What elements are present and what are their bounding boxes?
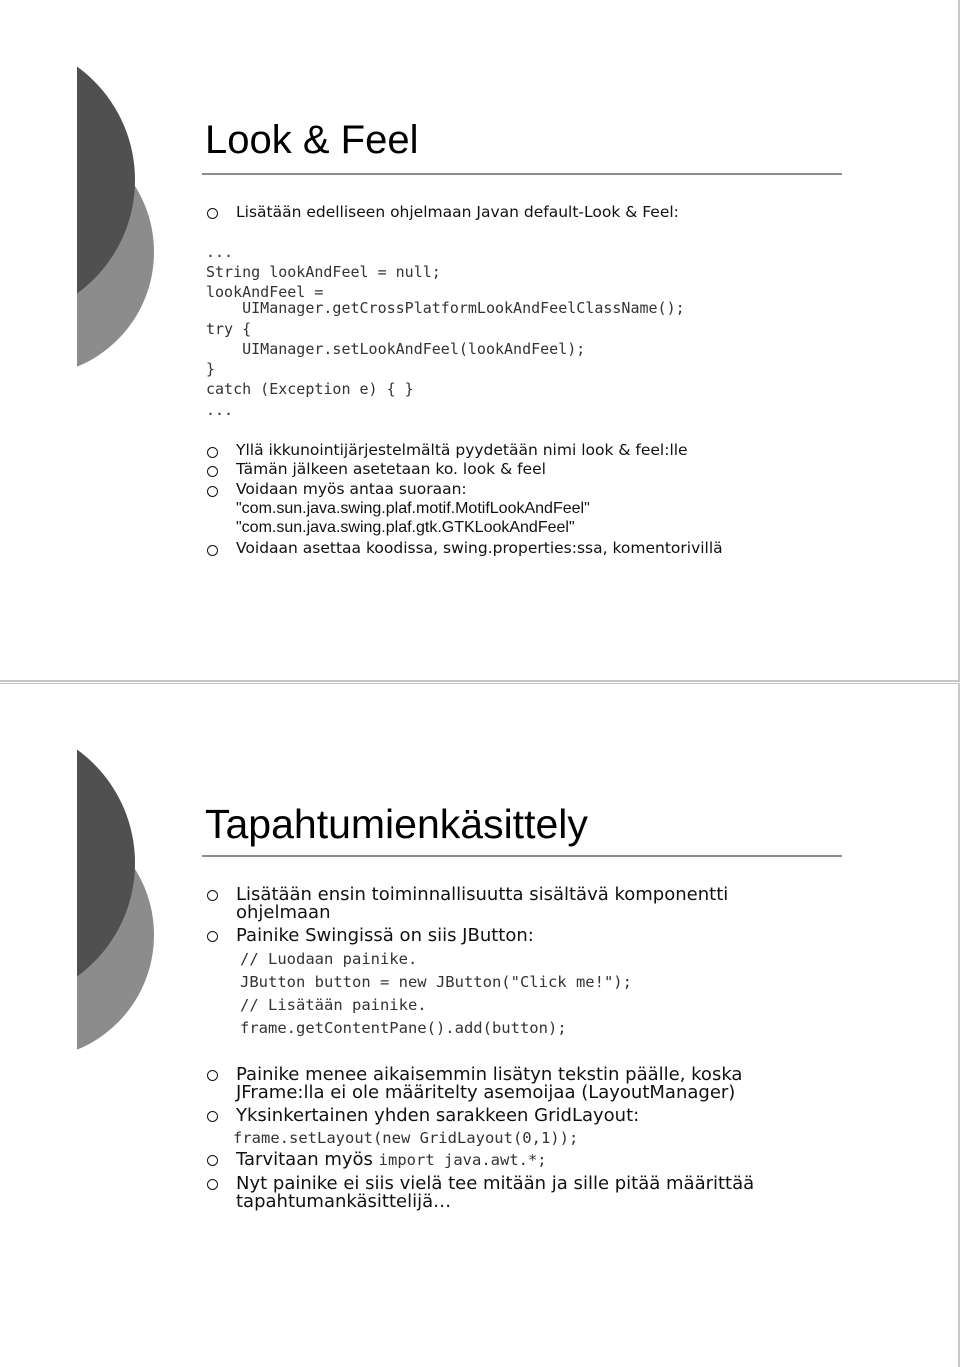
inline-code: import java.awt.*; bbox=[378, 1151, 547, 1169]
bullet-icon bbox=[207, 466, 218, 477]
bullet-icon bbox=[207, 447, 218, 458]
slide-border bbox=[0, 680, 960, 682]
bullet-text: ohjelmaan bbox=[236, 902, 331, 923]
bullet-text: Voidaan myös antaa suoraan: bbox=[236, 480, 467, 498]
bullet-text: Yllä ikkunointijärjestelmältä pyydetään nimi look & feel:lle bbox=[236, 441, 688, 459]
code-line: } bbox=[206, 360, 216, 378]
bullet-text: Tämän jälkeen asetetaan ko. look & feel bbox=[236, 460, 546, 478]
code-line: String lookAndFeel = null; bbox=[206, 263, 441, 281]
slide-look-and-feel bbox=[0, 0, 960, 682]
title-underline bbox=[202, 173, 842, 175]
slide-title: Look & Feel bbox=[205, 118, 419, 162]
bullet-text: Nyt painike ei siis vielä tee mitään ja sille pitää määrittää bbox=[236, 1173, 755, 1194]
bullet-icon bbox=[207, 1179, 218, 1190]
code-line: try { bbox=[206, 320, 252, 338]
bullet-text: Painike Swingissä on siis JButton: bbox=[236, 925, 534, 946]
decorative-circles bbox=[0, 683, 170, 1103]
bullet-text: JFrame:lla ei ole määritelty asemoijaa (LayoutManager) bbox=[236, 1082, 736, 1103]
bullet-text bbox=[236, 1149, 547, 1170]
bullet-icon bbox=[207, 1111, 218, 1122]
bullet-text: Yksinkertainen yhden sarakkeen GridLayout: bbox=[236, 1105, 640, 1126]
bullet-icon bbox=[207, 1155, 218, 1166]
bullet-icon bbox=[207, 1070, 218, 1081]
code-line: JButton button = new JButton("Click me!"); bbox=[240, 973, 632, 991]
code-line: ... bbox=[206, 243, 234, 261]
class-name: "com.sun.java.swing.plaf.motif.MotifLookAndFeel" bbox=[236, 500, 590, 517]
slide-event-handling bbox=[0, 683, 960, 1367]
bullet-text: Painike menee aikaisemmin lisätyn tekstin päälle, koska bbox=[236, 1064, 743, 1085]
title-underline bbox=[202, 855, 842, 857]
bullet-icon bbox=[207, 545, 218, 556]
code-line: ... bbox=[206, 401, 234, 419]
bullet-text-part: Tarvitaan myös bbox=[236, 1149, 373, 1170]
code-line: // Lisätään painike. bbox=[240, 996, 427, 1014]
code-line: UIManager.setLookAndFeel(lookAndFeel); bbox=[206, 340, 586, 358]
decorative-circles bbox=[0, 0, 170, 420]
bullet-text: tapahtumankäsittelijä… bbox=[236, 1191, 452, 1212]
bullet-icon bbox=[207, 208, 218, 219]
bullet-icon bbox=[207, 890, 218, 901]
bullet-text: Lisätään edelliseen ohjelmaan Javan default-Look & Feel: bbox=[236, 203, 679, 221]
code-line: lookAndFeel = bbox=[206, 283, 324, 301]
code-line: catch (Exception e) { } bbox=[206, 380, 414, 398]
class-name: "com.sun.java.swing.plaf.gtk.GTKLookAndFeel" bbox=[236, 519, 575, 536]
bullet-icon bbox=[207, 486, 218, 497]
code-line: // Luodaan painike. bbox=[240, 950, 418, 968]
bullet-text: Lisätään ensin toiminnallisuutta sisältävä komponentti bbox=[236, 884, 729, 905]
bullet-text: Voidaan asettaa koodissa, swing.properties:ssa, komentorivillä bbox=[236, 539, 723, 557]
code-line: frame.setLayout(new GridLayout(0,1)); bbox=[233, 1129, 579, 1147]
bullet-icon bbox=[207, 931, 218, 942]
slide-title: Tapahtumienkäsittely bbox=[205, 801, 588, 847]
code-line: frame.getContentPane().add(button); bbox=[240, 1019, 567, 1037]
code-line: UIManager.getCrossPlatformLookAndFeelClassName(); bbox=[206, 299, 685, 317]
